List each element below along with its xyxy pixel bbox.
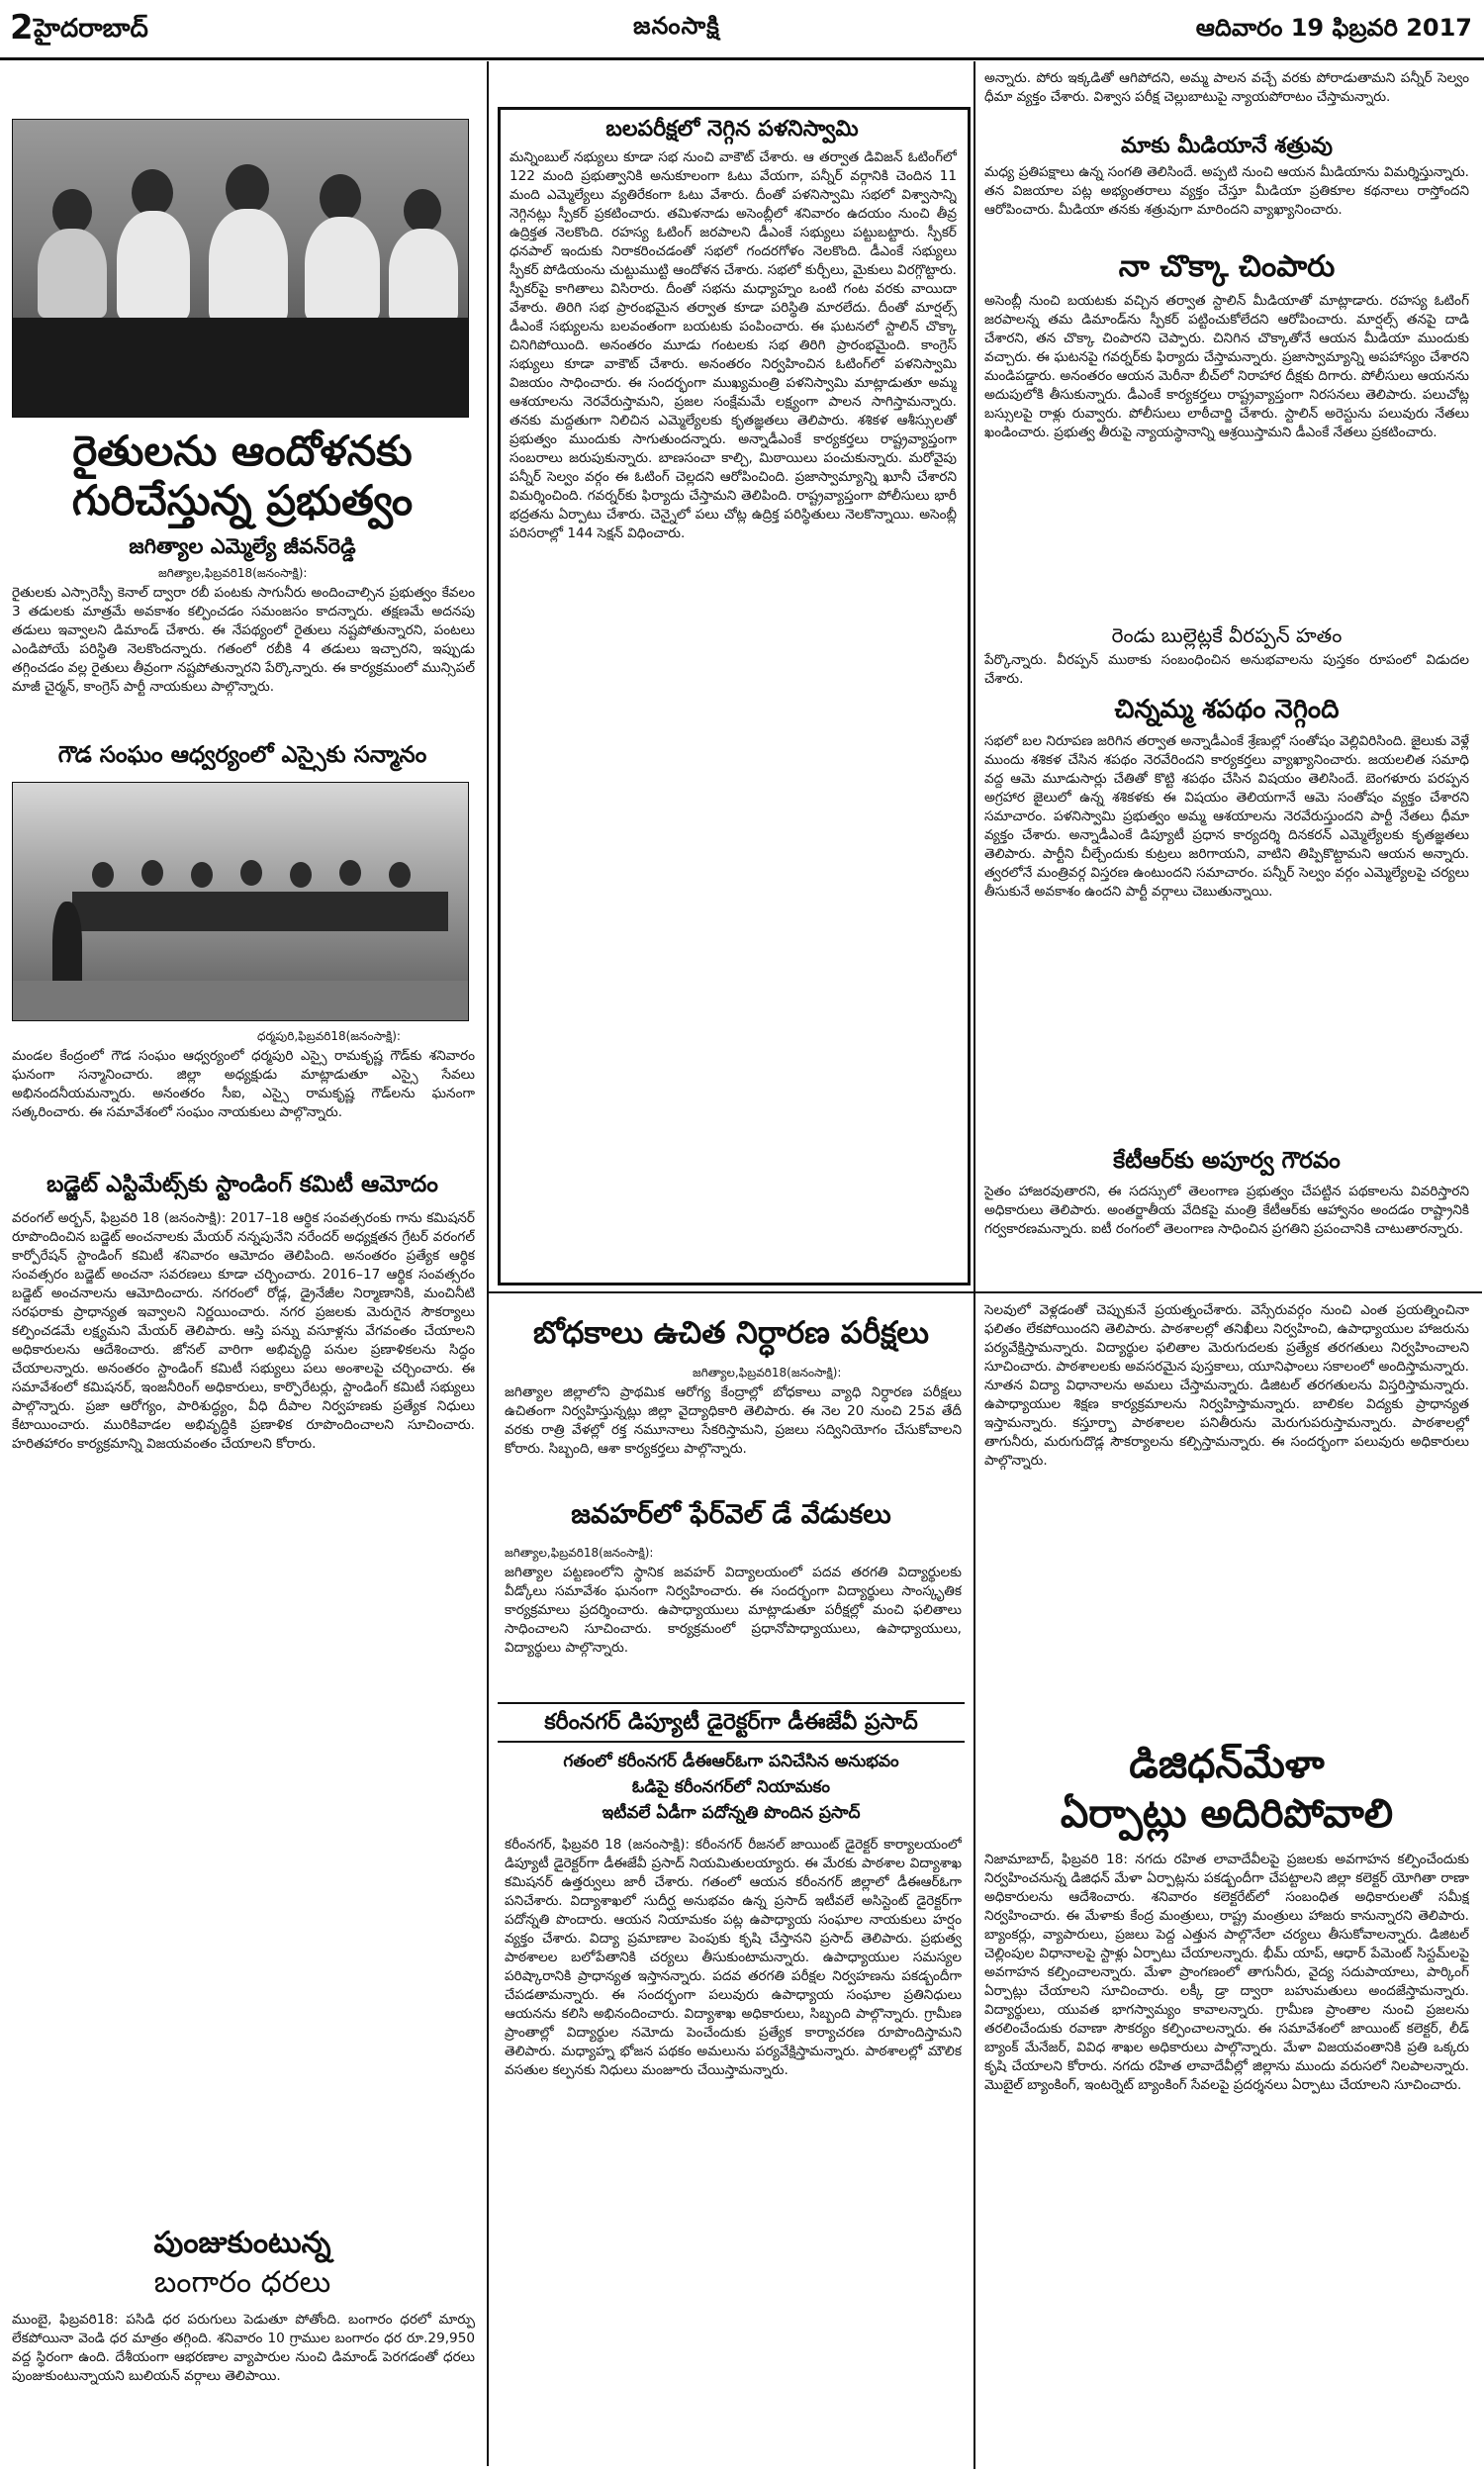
headline-digidhan-line1: డిజిధన్‌మేళా: [1129, 1742, 1325, 1787]
felicitation-event-photo: [12, 782, 469, 1021]
article-lead-panneer: అన్నారు. పోరు ఇక్కడితో ఆగిపోదని, అమ్మ పాలన వచ్చే వరకు పోరాడుతామని పన్నీర్ సెల్వం ధీమా వ్యక్తం చేశారు. విశ్వాస పరీక్ష చెల్లుబాటుపై న్యాయపోరాటం చేస్తామన్నారు.: [984, 70, 1469, 105]
subheading-shirt: నా చొక్కా చింపారు: [1118, 249, 1336, 284]
dateline: ధర్మపురి,ఫిబ్రవరి18(జనంసాక్షి):: [257, 1029, 401, 1043]
article-body-farmers: రైతులకు ఎస్సారెస్పీ కెనాల్ ద్వారా రబీ పంటకు సాగునీరు అందించాల్సిన ప్రభుత్వం కేవలం 3 తడులకు మాత్రమే అవకాశం కల్పించడం సమంజసం కాదన్నారు. తక్షణమే అదనపు తడులు ఇవ్వాలని డిమాండ్ చేశారు. ఈ నేపథ్యంలో రైతులు నష్టపోతున్నారని, పంటలు ఎండిపోయే పరిస్థితి నెలకొందన్నారు. గతంలో రబీకి 4 తడులు ఇచ్చారని, ఇప్పుడు తగ్గించడం వల్ల రైతులు తీవ్రంగా నష్టపోతున్నారని పేర్కొన్నారు. ఈ కార్యక్రమంలో మున్సిపల్ మాజీ చైర్మన్, కాంగ్రెస్ పార్టీ నాయకులు పాల్గొన్నారు.: [12, 585, 475, 695]
press-meet-photo: [12, 119, 469, 418]
headline-gowda-sangham: గౌడ సంఘం ఆధ్వర్యంలో ఎస్సైకు సన్మానం: [57, 742, 427, 768]
deck-line-1: గతంలో కరీంనగర్ డీఈఆర్‌ఓగా పనిచేసిన అనుభవం: [563, 1752, 899, 1771]
article-sub-chinnamma: సభలో బల నిరూపణ జరిగిన తర్వాత అన్నాడీఎంకే శ్రేణుల్లో సంతోషం వెల్లివిరిసింది. జైలుకు వెళ్లే ముందు శశికళ చేసిన శపథం నెరవేరిందని కార్యకర్తలు వ్యాఖ్యానించారు. జయలలిత సమాధి వద్ద ఆమె మూడుసార్లు చేతితో కొట్టి శపథం చేసిన విషయం తెలిసిందే. బెంగళూరు పరప్పన అగ్రహార జైలులో ఉన్న శశికళకు ఈ విషయం తెలియగానే ఆమె సంతోషం వ్యక్తం చేశారని సమాచారం. పళనిస్వామి ప్రభుత్వం అమ్మ ఆశయాలను నెరవేరుస్తుందని పార్టీ నేతలు ధీమా వ్యక్తం చేశారు. అన్నాడీఎంకే డిప్యూటీ ప్రధాన కార్యదర్శి దినకరన్ ఎమ్మెల్యేలకు కృతజ్ఞతలు తెలిపారు. పార్టీని చీల్చేందుకు కుట్రలు జరిగాయని, వాటిని తిప్పికొట్టామని ఆయన అన్నారు. త్వరలోనే మంత్రివర్గ విస్తరణ ఉంటుందని సమాచారం. పన్నీర్ సెల్వం వర్గం ఎమ్మెల్యేలపై చర్యలు తీసుకునే అవకాశం ఉందని పార్టీ వర్గాలు చెబుతున్నాయి.: [984, 733, 1469, 900]
deck-line-3: ఇటీవలే ఏడీగా పదోన్నతి పొందిన ప్రసాద్: [602, 1803, 861, 1823]
article-sub-veerappan: పేర్కొన్నారు. వీరప్పన్ ముఠాకు సంబంధించిన అనుభవాలను పుస్తకం రూపంలో విడుదల చేశారు.: [984, 652, 1469, 687]
headline-farmers-line2: గురిచేస్తున్న ప్రభుత్వం: [71, 476, 414, 524]
article-sub-shirt: అసెంబ్లీ నుంచి బయటకు వచ్చిన తర్వాత స్టాలిన్ మీడియాతో మాట్లాడారు. రహస్య ఓటింగ్ జరపాలన్న తమ డిమాండ్‌ను స్పీకర్ పట్టించుకోలేదని ఆరోపించారు. మార్షల్స్ తనపై దాడి చేశారని, తన చొక్కా చింపారని చెప్పారు. చినిగిన చొక్కాతోనే ఆయన మీడియా ముందుకు వచ్చారు. ఈ ఘటనపై గవర్నర్‌కు ఫిర్యాదు చేస్తామన్నారు. ప్రజాస్వామ్యాన్ని అపహాస్యం చేశారని మండిపడ్డారు. అనంతరం ఆయన మెరీనా బీచ్‌లో నిరాహార దీక్షకు దిగారు. పోలీసులు ఆయనను అదుపులోకి తీసుకున్నారు. డీఎంకే కార్యకర్తలు రాష్ట్రవ్యాప్తంగా నిరసనలు తెలిపారు. పలుచోట్ల బస్సులపై రాళ్లు రువ్వారు. పోలీసులు లాఠీచార్జి చేశారు. స్టాలిన్ అరెస్టును పలువురు నేతలు ఖండించారు. ప్రభుత్వ తీరుపై న్యాయస్థానాన్ని ఆశ్రయిస్తామని డీఎంకే నేతలు ప్రకటించారు.: [984, 293, 1469, 440]
headline-deputy-director: కరీంనగర్ డిప్యూటీ డైరెక్టర్‌గా డీఈజేవీ ప్రసాద్: [498, 1702, 965, 1743]
article-body-filaria: జగిత్యాల జిల్లాలోని ప్రాథమిక ఆరోగ్య కేంద్రాల్లో బోధకాలు వ్యాధి నిర్ధారణ పరీక్షలు ఉచితంగా నిర్వహిస్తున్నట్లు జిల్లా వైద్యాధికారి తెలిపారు. ఈ నెల 20 నుంచి 25వ తేదీ వరకు రాత్రి వేళల్లో రక్త నమూనాలు సేకరిస్తామని, ప్రజలు సద్వినియోగం చేసుకోవాలని కోరారు. సిబ్బంది, ఆశా కార్యకర్తలు పాల్గొన్నారు.: [505, 1384, 962, 1457]
subheading-media: మాకు మీడియానే శత్రువు: [1120, 134, 1334, 158]
subheading-ktr: కేటీఆర్‌కు అపూర్వ గౌరవం: [1113, 1148, 1341, 1174]
issue-date: ఆదివారం 19 ఫిబ్రవరి 2017: [1195, 14, 1472, 42]
dateline: జగిత్యాల,ఫిబ్రవరి18(జనంసాక్షి):: [505, 1546, 654, 1560]
newspaper-brand: జనంసాక్షి: [633, 12, 720, 40]
headline-budget: బడ్జెట్ ఎస్టిమేట్స్‌కు స్టాండింగ్ కమిటీ ఆమోదం: [46, 1172, 438, 1197]
subheadline-mla: జగిత్యాల ఎమ్మెల్యే జీవన్‌రెడ్డి: [129, 534, 356, 558]
headline-farmers-line1: రైతులను ఆందోళనకు: [72, 427, 413, 475]
article-body-palaniswami: మన్నింబుల్ నభ్యులు కూడా సభ నుంచి వాకౌట్ చేశారు. ఆ తర్వాత డివిజన్ ఓటింగ్‌లో 122 మంది ప్రభుత్వానికి అనుకూలంగా ఓటు వేయగా, పన్నీర్ వర్గానికి చెందిన 11 మంది ఎమ్మెల్యేలు వ్యతిరేకంగా ఓటు వేశారు. దీంతో పళనిస్వామి సభలో విశ్వాసాన్ని నెగ్గినట్లు స్పీకర్ ప్రకటించారు. తమిళనాడు అసెంబ్లీలో శనివారం ఉదయం నుంచి తీవ్ర ఉద్రిక్తత నెలకొంది. రహస్య ఓటింగ్ జరపాలని డీఎంకే సభ్యులు పట్టుబట్టారు. స్పీకర్ ధనపాల్ ఇందుకు నిరాకరించడంతో సభలో గందరగోళం నెలకొంది. డీఎంకే సభ్యులు స్పీకర్ పోడియంను చుట్టుముట్టి ఆందోళన చేశారు. సభలో కుర్చీలు, మైకులు విరగ్గొట్టారు. స్పీకర్‌పై కాగితాలు విసిరారు. దీంతో సభను మధ్యాహ్నం ఒంటి గంట వరకు వాయిదా వేశారు. తిరిగి సభ ప్రారంభమైన తర్వాత కూడా పరిస్థితి మారలేదు. దీంతో మార్షల్స్ డీఎంకే సభ్యులను బలవంతంగా బయటకు పంపించారు. ఈ ఘటనలో స్టాలిన్ చొక్కా చినిగిపోయింది. అనంతరం మూడు గంటలకు సభ తిరిగి ప్రారంభమైంది. కాంగ్రెస్ సభ్యులు కూడా వాకౌట్ చేశారు. అనంతరం నిర్వహించిన ఓటింగ్‌లో పళనిస్వామి విజయం సాధించారు. ఈ సందర్భంగా ముఖ్యమంత్రి పళనిస్వామి మాట్లాడుతూ అమ్మ ఆశయాలను నెరవేరుస్తామని, ప్రజల సంక్షేమమే లక్ష్యంగా పాలన సాగిస్తామన్నారు. తనకు మద్దతుగా నిలిచిన ఎమ్మెల్యేలకు కృతజ్ఞతలు తెలిపారు. శశికళ ఆశీస్సులతో ప్రభుత్వం ముందుకు సాగుతుందన్నారు. అన్నాడీఎంకే కార్యకర్తలు రాష్ట్రవ్యాప్తంగా సంబరాలు జరుపుకున్నారు. బాణసంచా కాల్చి, మిఠాయిలు పంచుకున్నారు. మరోవైపు పన్నీర్ సెల్వం వర్గం ఈ ఓటింగ్ చెల్లదని ఆరోపించింది. ప్రజాస్వామ్యాన్ని ఖూనీ చేశారని విమర్శించింది. గవర్నర్‌కు ఫిర్యాదు చేస్తామని తెలిపింది. రాష్ట్రవ్యాప్తంగా పోలీసులు భారీ భద్రతను ఏర్పాటు చేశారు. చెన్నైలో పలు చోట్ల ఉద్రిక్త పరిస్థితులు నెలకొన్నాయి. అసెంబ్లీ పరిసరాల్లో 144 సెక్షన్ విధించారు.: [510, 149, 957, 541]
article-body-deputy-director: కరీంనగర్, ఫిబ్రవరి 18 (జనంసాక్షి): కరీంనగర్ రీజనల్ జాయింట్ డైరెక్టర్ కార్యాలయంలో డిప్యూటీ డైరెక్టర్‌గా డీఈజేవీ ప్రసాద్ నియమితులయ్యారు. ఈ మేరకు పాఠశాల విద్యాశాఖ కమిషనర్ ఉత్తర్వులు జారీ చేశారు. గతంలో ఆయన కరీంనగర్ జిల్లాలో డీఈఆర్‌ఓగా పనిచేశారు. విద్యాశాఖలో సుదీర్ఘ అనుభవం ఉన్న ప్రసాద్ ఇటీవలే అసిస్టెంట్ డైరెక్టర్‌గా పదోన్నతి పొందారు. ఆయన నియామకం పట్ల ఉపాధ్యాయ సంఘాల నాయకులు హర్షం వ్యక్తం చేశారు. విద్యా ప్రమాణాల పెంపుకు కృషి చేస్తానని ప్రసాద్ తెలిపారు. ప్రభుత్వ పాఠశాలల బలోపేతానికి చర్యలు తీసుకుంటామన్నారు. ఉపాధ్యాయుల సమస్యల పరిష్కారానికి ప్రాధాన్యత ఇస్తానన్నారు. పదవ తరగతి పరీక్షల నిర్వహణను పకడ్బందీగా చేపడతామన్నారు. ఈ సందర్భంగా పలువురు ఉపాధ్యాయ సంఘాల ప్రతినిధులు ఆయనను కలిసి అభినందించారు. విద్యాశాఖ అధికారులు, సిబ్బంది పాల్గొన్నారు. గ్రామీణ ప్రాంతాల్లో విద్యార్థుల నమోదు పెంచేందుకు ప్రత్యేక కార్యాచరణ రూపొందిస్తామని తెలిపారు. మధ్యాహ్న భోజన పథకం అమలును పర్యవేక్షిస్తామన్నారు. పాఠశాలల్లో మౌలిక వసతుల కల్పనకు నిధులు మంజూరు చేయిస్తామన్నారు.: [505, 1837, 962, 2078]
article-continuation: సెలవులో వెళ్లడంతో చెప్పుకునే ప్రయత్నంచేశారు. వెస్సేరువర్గం నుంచి ఎంత ప్రయత్నించినా ఫలితం లేకపోయిందని తెలిపారు. పాఠశాలల్లో తనిఖీలు నిర్వహించి, ఉపాధ్యాయుల హాజరును పర్యవేక్షిస్తామన్నారు. విద్యార్థుల ఫలితాల మెరుగుదలకు ప్రత్యేక తరగతులు నిర్వహించాలని సూచించారు. పాఠశాలలకు అవసరమైన పుస్తకాలు, యూనిఫాంలు సకాలంలో అందిస్తామన్నారు. నూతన విద్యా విధానాలను అమలు చేస్తామన్నారు. డిజిటల్ తరగతులను విస్తరిస్తామన్నారు. ఉపాధ్యాయుల శిక్షణ కార్యక్రమాలను నిర్వహిస్తామన్నారు. బాలికల విద్యకు ప్రాధాన్యత ఇస్తామన్నారు. కస్తూర్బా పాఠశాలల పనితీరును మెరుగుపరుస్తామన్నారు. పాఠశాలల్లో తాగునీరు, మరుగుదొడ్ల సౌకర్యాలను కల్పిస్తామన్నారు. ఈ సందర్భంగా పలువురు అధికారులు పాల్గొన్నారు.: [984, 1302, 1469, 1469]
column-divider: [487, 61, 489, 2466]
dateline: జగిత్యాల,ఫిబ్రవరి18(జనంసాక్షి):: [158, 566, 308, 580]
subheading-veerappan: రెండు బుల్లెట్లకే వీరప్పన్ హతం: [1111, 623, 1343, 647]
section-divider: [488, 1291, 1482, 1293]
column-divider: [974, 1296, 975, 2469]
city-name: హైదరాబాద్: [34, 14, 148, 44]
page-number: 2: [10, 8, 34, 48]
headline-palaniswami: బలపరీక్షలో నెగ్గిన పళనిస్వామి: [605, 117, 859, 142]
article-body-budget: వరంగల్ అర్బన్, ఫిబ్రవరి 18 (జనంసాక్షి): 2017–18 ఆర్థిక సంవత్సరంకు గాను కమిషనర్ రూపొందించిన బడ్జెట్ అంచనాలకు మేయర్ నన్నపునేని నరేందర్ అధ్యక్షతన గ్రేటర్ వరంగల్ కార్పోరేషన్ స్టాండింగ్ కమిటీ శనివారం ఆమోదం తెలిపింది. అనంతరం ప్రత్యేక ఆర్థిక సంవత్సరం బడ్జెట్ అంచనా సవరణలు కూడా చర్చించారు. 2016–17 ఆర్థిక సంవత్సరం బడ్జెట్ అంచనాలను ఆమోదించారు. నగరంలో రోడ్ల, డ్రైనేజీల నిర్మాణానికి, మంచినీటి సరఫరాకు ప్రాధాన్యత ఇవ్వాలని నిర్ణయించారు. నగర ప్రజలకు మెరుగైన సౌకర్యాలు కల్పించడమే లక్ష్యమని మేయర్ తెలిపారు. ఆస్తి పన్ను వసూళ్లను వేగవంతం చేయాలని అధికారులను ఆదేశించారు. జోనల్ వారిగా అభివృద్ధి పనుల ప్రణాళికలను సిద్ధం చేయాలన్నారు. అనంతరం స్టాండింగ్ కమిటీ సభ్యులు పలు అంశాలపై చర్చించారు. ఈ సమావేశంలో కమిషనర్, ఇంజనీరింగ్ అధికారులు, కార్పొరేటర్లు, స్టాండింగ్ కమిటీ సభ్యులు పాల్గొన్నారు. ప్రజా ఆరోగ్యం, పారిశుద్ధ్యం, వీధి దీపాల నిర్వహణకు ప్రత్యేక నిధులు కేటాయించారు. మురికివాడల అభివృద్ధికి ప్రణాళిక రూపొందించాలని సూచించారు. హరితహారం కార్యక్రమాన్ని విజయవంతం చేయాలని కోరారు.: [12, 1210, 475, 1452]
headline-filaria-tests: బోధకాలు ఉచిత నిర్ధారణ పరీక్షలు: [532, 1315, 930, 1351]
headline-gold-line1: పుంజుకుంటున్న: [153, 2226, 331, 2260]
article-sub-ktr: సైతం హాజరవుతారని, ఈ సదస్సులో తెలంగాణ ప్రభుత్వం చేపట్టిన పథకాలను వివరిస్తారని అధికారులు తెలిపారు. అంతర్జాతీయ వేదికపై మంత్రి కేటీఆర్‌కు ఆహ్వానం అందడం రాష్ట్రానికి గర్వకారణమన్నారు. ఐటీ రంగంలో తెలంగాణ సాధించిన ప్రగతిని ప్రపంచానికి చాటుతారన్నారు.: [984, 1184, 1469, 1237]
headline-gold-line2: బంగారం ధరలు: [153, 2265, 331, 2300]
column-divider: [974, 61, 975, 1328]
deck-line-2: ఓడిపై కరీంనగర్‌లో నియామకం: [631, 1777, 831, 1797]
article-sub-media: మధ్య ప్రతిపక్షాలు ఉన్న సంగతి తెలిసిందే. అప్పటి నుంచి ఆయన మీడియాను విమర్శిస్తున్నారు. తన విజయాల పట్ల అభ్యంతరాలు వ్యక్తం చేస్తూ మీడియా ప్రతికూల కథనాలు రాస్తోందని ఆరోపించారు. మీడియా తనకు శత్రువుగా మారిందని వ్యాఖ్యానించారు.: [984, 164, 1469, 218]
article-body-digidhan: నిజామాబాద్, ఫిబ్రవరి 18: నగదు రహిత లావాదేవీలపై ప్రజలకు అవగాహన కల్పించేందుకు నిర్వహించనున్న డిజిధన్ మేళా ఏర్పాట్లను పకడ్బందీగా చేపట్టాలని జిల్లా కలెక్టర్ యోగితా రాణా అధికారులను ఆదేశించారు. శనివారం కలెక్టరేట్‌లో సంబంధిత అధికారులతో సమీక్ష నిర్వహించారు. ఈ మేళాకు కేంద్ర మంత్రులు, రాష్ట్ర మంత్రులు హాజరు కానున్నారని తెలిపారు. బ్యాంకర్లు, వ్యాపారులు, ప్రజలు పెద్ద ఎత్తున పాల్గొనేలా చర్యలు తీసుకోవాలన్నారు. డిజిటల్ చెల్లింపుల విధానాలపై స్టాళ్లు ఏర్పాటు చేయాలన్నారు. భీమ్ యాప్, ఆధార్ పేమెంట్ సిస్టమ్‌లపై అవగాహన కల్పించాలన్నారు. మేళా ప్రాంగణంలో తాగునీరు, వైద్య సదుపాయాలు, పార్కింగ్ ఏర్పాట్లు చేయాలని సూచించారు. లక్కీ డ్రా ద్వారా బహుమతులు అందజేస్తామన్నారు. విద్యార్థులు, యువత భాగస్వామ్యం కావాలన్నారు. గ్రామీణ ప్రాంతాల నుంచి ప్రజలను తరలించేందుకు రవాణా సౌకర్యం కల్పించాలన్నారు. ఈ సమావేశంలో జాయింట్ కలెక్టర్, లీడ్ బ్యాంక్ మేనేజర్, వివిధ శాఖల అధికారులు పాల్గొన్నారు. మేళా విజయవంతానికి ప్రతి ఒక్కరు కృషి చేయాలని కోరారు. నగదు రహిత లావాదేవీల్లో జిల్లాను ముందు వరుసలో నిలపాలన్నారు. మొబైల్ బ్యాంకింగ్, ఇంటర్నెట్ బ్యాంకింగ్ సేవలపై ప్రదర్శనలు ఏర్పాటు చేయాలని సూచించారు.: [984, 1852, 1469, 2093]
headline-digidhan-line2: ఏర్పాట్లు అదిరిపోవాలి: [1060, 1791, 1394, 1837]
article-body-gowda: మండల కేంద్రంలో గౌడ సంఘం ఆధ్వర్యంలో ధర్మపురి ఎస్సై రామకృష్ణ గౌడ్‌కు శనివారం ఘనంగా సన్మానించారు. జిల్లా అధ్యక్షుడు మాట్లాడుతూ ఎస్సై సేవలు అభినందనీయమన్నారు. అనంతరం సీఐ, ఎస్సై రామకృష్ణ గౌడ్‌లను ఘనంగా సత్కరించారు. ఈ సమావేశంలో సంఘం నాయకులు పాల్గొన్నారు.: [12, 1048, 475, 1120]
masthead: [0, 0, 1484, 60]
subheading-chinnamma: చిన్నమ్మ శపథం నెగ్గింది: [1114, 695, 1340, 724]
headline-farewell: జవహర్‌లో ఫేర్‌వెల్ డే వేడుకలు: [571, 1499, 891, 1530]
article-body-farewell: జగిత్యాల పట్టణంలోని స్థానిక జవహర్ విద్యాలయంలో పదవ తరగతి విద్యార్థులకు వీడ్కోలు సమావేశం ఘనంగా నిర్వహించారు. ఈ సందర్భంగా విద్యార్థులు సాంస్కృతిక కార్యక్రమాలు ప్రదర్శించారు. ఉపాధ్యాయులు మాట్లాడుతూ పరీక్షల్లో మంచి ఫలితాలు సాధించాలని సూచించారు. కార్యక్రమంలో ప్రధానోపాధ్యాయులు, ఉపాధ్యాయులు, విద్యార్థులు పాల్గొన్నారు.: [505, 1565, 962, 1656]
dateline: జగిత్యాల,ఫిబ్రవరి18(జనంసాక్షి):: [693, 1366, 842, 1380]
article-body-gold: ముంబై, ఫిబ్రవరి18: పసిడి ధర పరుగులు పెడుతూ పోతోంది. బంగారం ధరలో మార్పు లేకపోయినా వెండి ధర మాత్రం తగ్గింది. శనివారం 10 గ్రాముల బంగారం ధర రూ.29,950 వద్ద స్థిరంగా ఉంది. దేశీయంగా ఆభరణాల వ్యాపారుల నుంచి డిమాండ్ పెరగడంతో ధరలు పుంజుకుంటున్నాయని బులియన్ వర్గాలు తెలిపాయి.: [12, 2312, 475, 2384]
